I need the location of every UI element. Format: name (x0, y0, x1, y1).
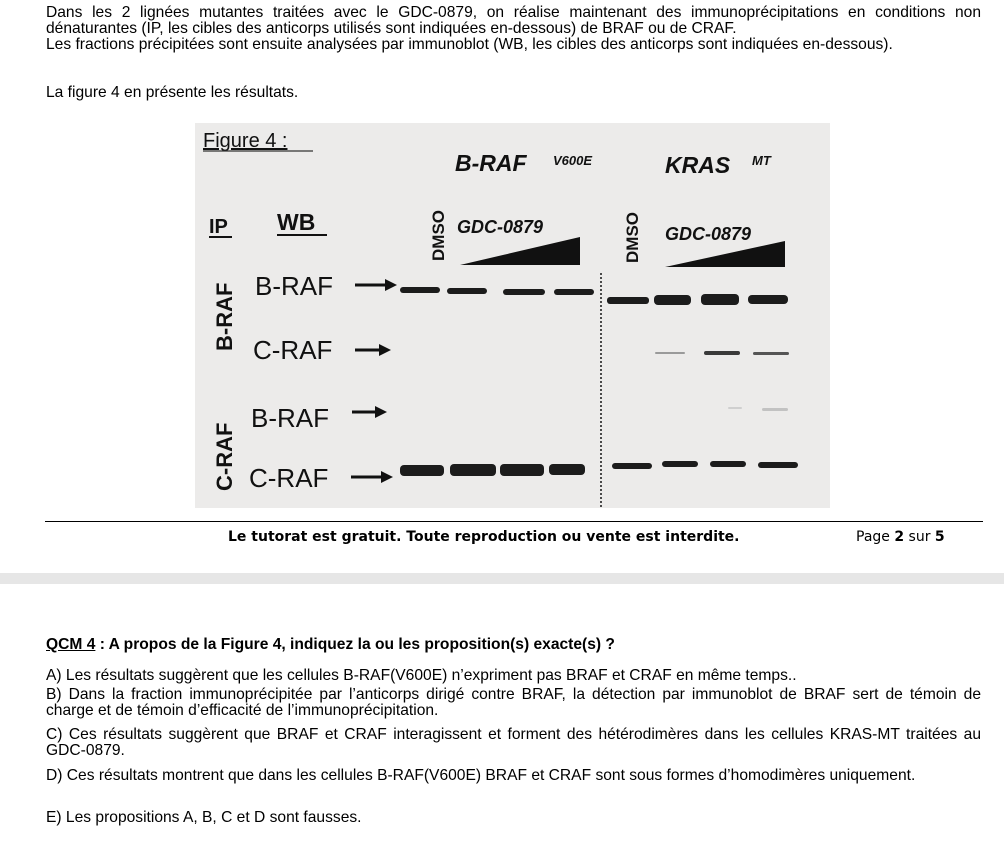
qcm-option-d: D) Ces résultats montrent que dans les cellules B-RAF(V600E) BRAF et CRAF sont sous formes d’homodimères uniquement. (46, 767, 916, 784)
ip-craf-label: C-RAF (212, 422, 237, 491)
wb-row-4-craf-label: C-RAF (249, 463, 329, 493)
qcm-question-text: : A propos de la Figure 4, indiquez la ou les proposition(s) exacte(s) ? (95, 636, 615, 653)
page-prefix: Page (856, 529, 895, 545)
qcm-option-e: E) Les propositions A, B, C et D sont fausses. (46, 809, 362, 826)
band-r2-l7 (704, 351, 740, 355)
figure-title: Figure 4 : (203, 130, 288, 152)
western-blot-image (195, 123, 830, 508)
drug-label-1: GDC-0879 (457, 217, 544, 237)
band-r2-l8 (753, 352, 789, 355)
band-r1-l8 (748, 295, 788, 304)
band-r1-l4 (554, 289, 594, 295)
arrow-row-4 (351, 471, 393, 483)
band-r4-l7 (710, 461, 746, 467)
arrow-row-3 (352, 406, 387, 418)
wb-row-1-braf-label: B-RAF (255, 271, 333, 301)
qcm-number: QCM 4 (46, 636, 96, 653)
ip-braf-label: B-RAF (212, 282, 237, 351)
concentration-wedge-1 (460, 237, 580, 265)
band-r2-l6 (655, 352, 685, 354)
band-r1-l1 (400, 287, 440, 293)
figure-4-western-blot (195, 123, 830, 508)
wb-row-3-braf-label: B-RAF (251, 403, 329, 433)
page-break-gap (0, 573, 1004, 584)
group-braf-v600e-superscript: V600E (553, 153, 593, 168)
band-r4-l6 (662, 461, 698, 467)
bands-row-1 (400, 287, 788, 305)
page-total: 5 (934, 529, 945, 545)
ip-header: IP (209, 216, 228, 238)
bands-row-4 (400, 461, 798, 476)
band-r4-l1 (400, 465, 444, 476)
wb-header: WB (277, 209, 316, 235)
qcm-option-c: C) Ces résultats suggèrent que BRAF et CRAF interagissent et forment des hétérodimères dans les cellules KRAS-MT traitées au GDC-0879. (46, 726, 981, 759)
drug-label-2: GDC-0879 (665, 224, 752, 244)
band-r4-l5 (612, 463, 652, 469)
qcm-option-b: B) Dans la fraction immunoprécipitée par l’anticorps dirigé contre BRAF, la détection par immunoblot de BRAF sert de témoin de charge et de témoin d’efficacité de l’immunoprécipitation. (46, 686, 981, 719)
band-r1-l6 (654, 295, 691, 305)
band-r1-l5 (607, 297, 649, 304)
intro-paragraph-1: Dans les 2 lignées mutantes traitées avec le GDC-0879, on réalise maintenant des immunoprécipitations en conditions non dénaturantes (IP, les cibles des anticorps utilisés sont indiquées en-dessous) de BRAF ou de CRAF. (46, 4, 981, 37)
footer-rule (45, 521, 983, 522)
band-r1-l7 (701, 294, 739, 305)
group-kras-mt-label: KRAS (665, 152, 731, 178)
bands-row-3 (728, 407, 788, 411)
band-r1-l3 (503, 289, 545, 295)
intro-paragraph-2: Les fractions précipitées sont ensuite analysées par immunoblot (WB, les cibles des anticorps sont indiquées en-dessous). (46, 36, 893, 53)
band-r4-l3 (500, 464, 544, 476)
wb-row-2-craf-label: C-RAF (253, 335, 333, 365)
band-r4-l2 (450, 464, 496, 476)
qcm-option-a: A) Les résultats suggèrent que les cellules B-RAF(V600E) n’expriment pas BRAF et CRAF en même temps.. (46, 667, 797, 684)
arrow-row-1 (355, 279, 397, 291)
band-r4-l4 (549, 464, 585, 475)
concentration-wedge-2 (665, 241, 785, 267)
bands-row-2 (655, 351, 789, 355)
band-r4-l8 (758, 462, 798, 468)
page-number (856, 529, 945, 545)
lane-dmso-label-2: DMSO (623, 212, 642, 263)
page-mid: sur (904, 529, 935, 545)
group-braf-v600e-label: B-RAF (455, 150, 527, 176)
qcm-question (46, 636, 615, 654)
band-r1-l2 (447, 288, 487, 294)
footer-notice: Le tutorat est gratuit. Toute reproduction ou vente est interdite. (228, 529, 740, 545)
band-r3-l7 (728, 407, 742, 409)
arrow-row-2 (355, 344, 391, 356)
lane-dmso-label-1: DMSO (429, 210, 448, 261)
intro-paragraph-3: La figure 4 en présente les résultats. (46, 84, 299, 101)
group-kras-mt-superscript: MT (752, 153, 771, 168)
page-current: 2 (894, 529, 905, 545)
band-r3-l8 (762, 408, 788, 411)
